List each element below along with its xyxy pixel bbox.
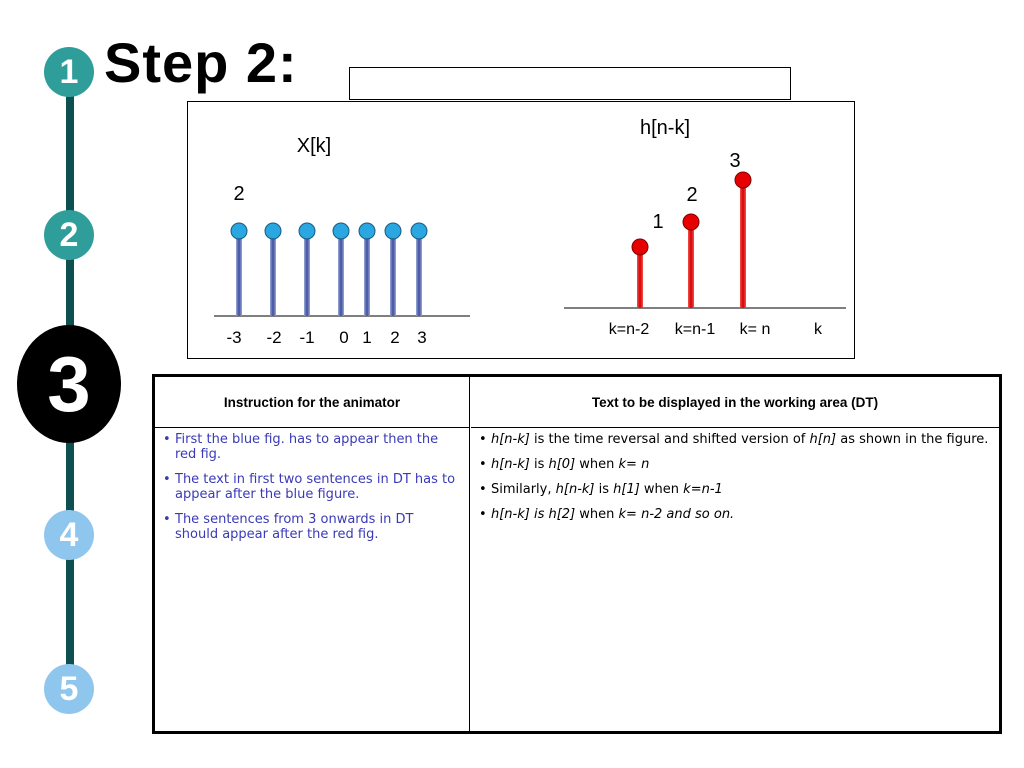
dt-math: k=n-1: [683, 482, 723, 497]
right-tick-label: k=n-2: [608, 321, 650, 338]
red-stem-head: [632, 239, 648, 255]
blue-stem: [236, 232, 242, 316]
stem-plots: [188, 102, 854, 358]
dt-math: h[n-k]: [491, 432, 530, 447]
animator-instructions: [155, 428, 469, 542]
dt-sentence: [479, 457, 989, 472]
dt-math: h[n]: [809, 432, 837, 447]
left-tick-label: -3: [226, 328, 242, 347]
dt-text: as shown in the figure.: [836, 432, 989, 447]
dt-text: when: [575, 507, 619, 522]
animator-header: Instruction for the animator: [155, 377, 469, 428]
instruction-item: • The text in first two sentences in DT has to appear after the blue figure.: [163, 472, 459, 502]
dt-text: is the time reversal and shifted version of: [529, 432, 810, 447]
blue-stem: [416, 232, 422, 316]
red-stem-value: 3: [729, 150, 741, 172]
blue-stem-head: [299, 223, 315, 239]
left-tick-label: 0: [339, 328, 349, 347]
left-tick-label: 3: [417, 328, 427, 347]
blue-stem-head: [359, 223, 375, 239]
right-tick-label: k: [814, 321, 822, 338]
blue-stem-head: [231, 223, 247, 239]
right-tick-label: k= n: [739, 321, 771, 338]
red-stem-value: 1: [652, 211, 664, 233]
blue-stem: [364, 232, 370, 316]
step-3-marker[interactable]: 3: [17, 325, 121, 443]
dt-text: is: [594, 482, 614, 497]
instruction-item: • The sentences from 3 onwards in DT should appear after the red fig.: [163, 512, 459, 542]
blue-stem-head: [333, 223, 349, 239]
red-stem-head: [735, 172, 751, 188]
dt-text: when: [639, 482, 684, 497]
dt-sentence: [479, 432, 989, 447]
left-plot-title: X[k]: [296, 135, 332, 157]
left-tick-label: 2: [390, 328, 400, 347]
blue-stem-head: [385, 223, 401, 239]
storyboard-table: [152, 374, 1002, 734]
step-2-marker[interactable]: 2: [44, 210, 94, 260]
dt-math: h[0]: [548, 457, 576, 472]
dt-header: Text to be displayed in the working area (DT): [471, 377, 999, 428]
dt-math: h[n-k]: [491, 457, 530, 472]
red-stem: [740, 181, 746, 308]
dt-text: Similarly,: [491, 482, 556, 497]
right-plot-title: h[n-k]: [639, 117, 691, 139]
dt-text: is: [529, 457, 549, 472]
dt-sentence: [479, 507, 989, 522]
left-tick-label: 1: [362, 328, 372, 347]
blue-stem: [270, 232, 276, 316]
blue-stem-head: [265, 223, 281, 239]
red-stem-value: 2: [686, 184, 698, 206]
step-5-marker[interactable]: 5: [44, 664, 94, 714]
left-tick-label: -2: [266, 328, 282, 347]
red-stem-head: [683, 214, 699, 230]
dt-math: h[n-k]: [555, 482, 595, 497]
page-title: Step 2:: [104, 31, 298, 94]
dt-math: k= n-2 and so on.: [618, 507, 735, 522]
dt-math: h[n-k] is h[2]: [491, 507, 576, 522]
red-stem: [637, 248, 643, 308]
dt-math: h[1]: [613, 482, 640, 497]
blue-stem: [338, 232, 344, 316]
dt-text: when: [575, 457, 619, 472]
dt-column: [471, 377, 999, 731]
instruction-item: • First the blue fig. has to appear then the red fig.: [163, 432, 459, 462]
figure-panel: [187, 101, 855, 359]
animator-column: [155, 377, 470, 731]
blue-stem: [390, 232, 396, 316]
left-tick-label: -1: [299, 328, 315, 347]
step-4-marker[interactable]: 4: [44, 510, 94, 560]
dt-sentence: [479, 482, 989, 497]
title-input-box[interactable]: [349, 67, 791, 100]
blue-stem: [304, 232, 310, 316]
dt-math: k= n: [618, 457, 650, 472]
right-tick-label: k=n-1: [674, 321, 716, 338]
step-1-marker[interactable]: 1: [44, 47, 94, 97]
blue-stem-head: [411, 223, 427, 239]
red-stem: [688, 223, 694, 308]
dt-sentences: [471, 428, 999, 522]
left-plot-value: 2: [233, 183, 245, 205]
